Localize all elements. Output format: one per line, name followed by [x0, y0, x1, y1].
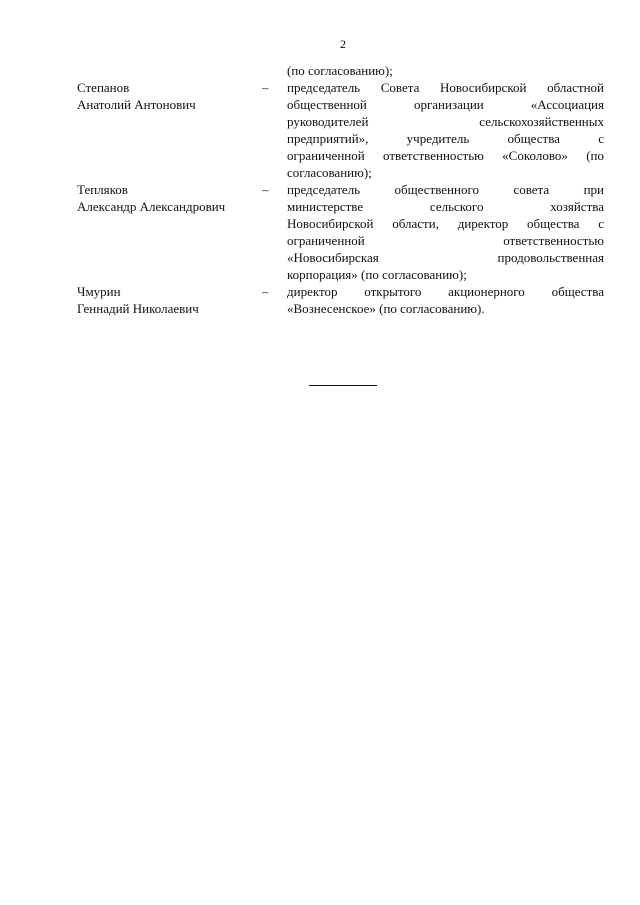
- position-line: «Вознесенское» (по согласованию).: [287, 301, 485, 316]
- dash-separator: –: [262, 80, 269, 95]
- end-divider-line: [309, 385, 377, 386]
- member-given-names: Александр Александрович: [77, 199, 226, 214]
- position-line: председатель общественного совета при: [287, 182, 604, 197]
- member-entry-teplyakov: [77, 181, 604, 283]
- position-line: председатель Совета Новосибирской областной: [287, 80, 604, 95]
- page-number: 2: [340, 37, 346, 51]
- member-entry-chmurin: [77, 283, 604, 317]
- position-line: ограниченной ответственностью: [287, 233, 604, 248]
- member-entry-stepanov: [77, 79, 604, 181]
- member-surname: Чмурин: [77, 284, 121, 299]
- member-surname: Тепляков: [77, 182, 128, 197]
- member-name: [77, 283, 262, 317]
- member-position: [287, 283, 604, 317]
- position-line: корпорация» (по согласованию);: [287, 267, 467, 282]
- dash-separator: –: [262, 182, 269, 197]
- position-line: министерстве сельского хозяйства: [287, 199, 604, 214]
- position-line: ограниченной ответственностью «Соколово» (по: [287, 148, 604, 163]
- member-surname: Степанов: [77, 80, 130, 95]
- position-line: «Новосибирская продовольственная: [287, 250, 604, 265]
- member-list: [77, 62, 604, 317]
- member-name: [77, 79, 262, 113]
- position-line: общественной организации «Ассоциация: [287, 97, 604, 112]
- position-line: руководителей сельскохозяйственных: [287, 114, 604, 129]
- position-line: согласованию);: [287, 165, 372, 180]
- continued-line: (по согласованию);: [287, 63, 393, 78]
- dash-separator: –: [262, 284, 269, 299]
- member-name: [77, 181, 262, 215]
- position-line: предприятий», учредитель общества с: [287, 131, 604, 146]
- member-given-names: Геннадий Николаевич: [77, 301, 199, 316]
- member-position: [287, 79, 604, 181]
- position-line: Новосибирской области, директор общества с: [287, 216, 604, 231]
- member-position: [287, 181, 604, 283]
- member-given-names: Анатолий Антонович: [77, 97, 196, 112]
- position-line: директор открытого акционерного общества: [287, 284, 604, 299]
